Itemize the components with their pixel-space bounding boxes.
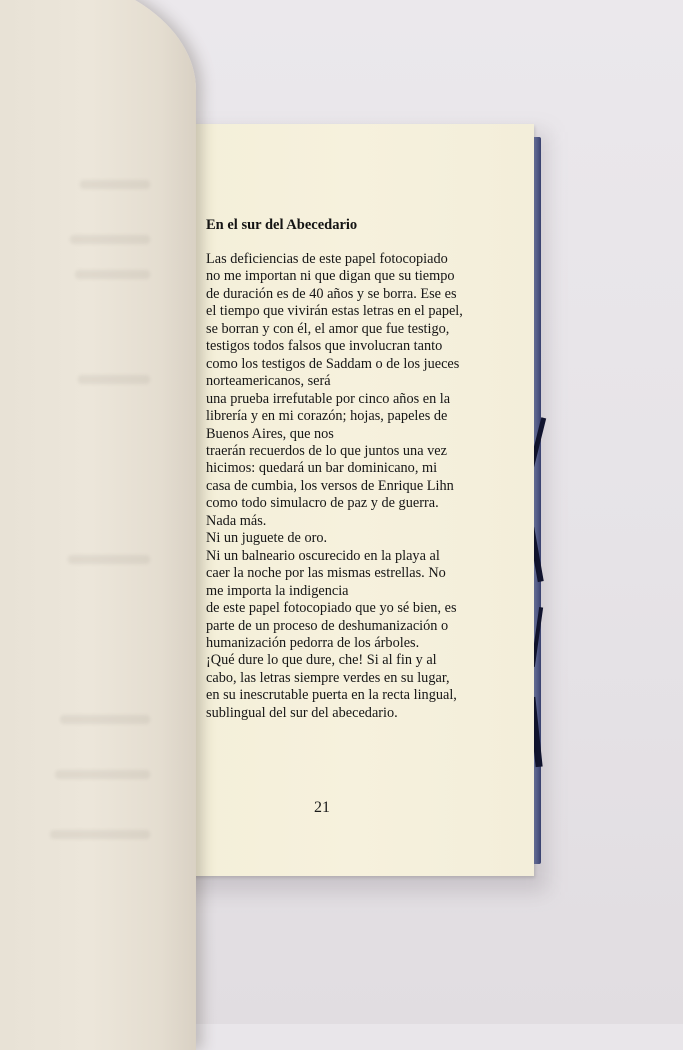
poem-body (206, 251, 506, 722)
poem-line: testigos todos falsos que involucran tanto (206, 338, 443, 355)
poem-line: de este papel fotocopiado que yo sé bien, es (206, 600, 457, 617)
poem-line: una prueba irrefutable por cinco años en la (206, 390, 451, 407)
poem-line: humanización pedorra de los árboles. (206, 634, 420, 651)
poem-line: como los testigos de Saddam o de los jueces (206, 355, 460, 372)
poem-line: en su inescrutable puerta en la recta lingual, (206, 687, 457, 704)
poem-line: caer la noche por las mismas estrellas. No (206, 565, 446, 582)
poem-line: norteamericanos, será (206, 373, 331, 390)
poem-line: como todo simulacro de paz y de guerra. (206, 495, 439, 512)
poem-title: En el sur del Abecedario (206, 217, 358, 233)
poem-line: cabo, las letras siempre verdes en su lugar, (206, 669, 450, 686)
poem-line: no me importan ni que digan que su tiempo (206, 268, 455, 285)
poem-line: Las deficiencias de este papel fotocopiado (206, 251, 448, 267)
poem-line: Ni un juguete de oro. (206, 530, 328, 547)
poem-line: me importa la indigencia (206, 582, 349, 599)
poem-line: se borran y con él, el amor que fue testigo, (206, 320, 450, 337)
poem-line: casa de cumbia, los versos de Enrique Lihn (206, 477, 454, 494)
page-number: 21 (314, 799, 330, 816)
poem-line: Ni un balneario oscurecido en la playa al (206, 547, 440, 564)
poem-line: parte de un proceso de deshumanización o (206, 617, 449, 634)
poem-line: Buenos Aires, que nos (206, 425, 334, 442)
poem-line: ¡Qué dure lo que dure, che! Si al fin y al (206, 652, 437, 669)
poem-line: de duración es de 40 años y se borra. Ese es (206, 285, 457, 302)
left-page-curl (0, 0, 196, 1050)
poem-line: hicimos: quedará un bar dominicano, mi (206, 460, 438, 477)
poem-line: librería y en mi corazón; hojas, papeles de (206, 408, 448, 425)
poem-line: sublingual del sur del abecedario. (206, 704, 398, 721)
poem-line: traerán recuerdos de lo que juntos una vez (206, 442, 447, 459)
poem-line: Nada más. (206, 512, 267, 529)
poem-line: el tiempo que vivirán estas letras en el papel, (206, 303, 463, 320)
